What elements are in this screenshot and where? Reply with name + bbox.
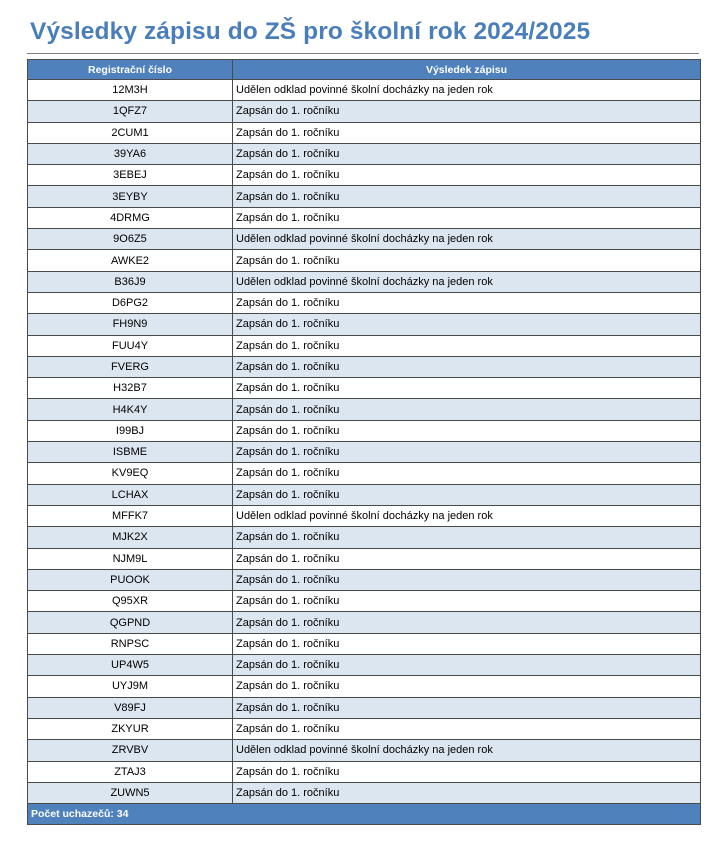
enrollment-result-cell: Zapsán do 1. ročníku [233,442,701,463]
table-row [28,229,701,250]
table-row [28,335,701,356]
enrollment-result-cell: Zapsán do 1. ročníku [233,718,701,739]
table-row [28,292,701,313]
registration-number-cell: H32B7 [28,378,233,399]
registration-number-cell: Q95XR [28,591,233,612]
table-row [28,548,701,569]
registration-number-cell: PUOOK [28,569,233,590]
enrollment-result-cell: Zapsán do 1. ročníku [233,378,701,399]
table-row [28,143,701,164]
enrollment-result-cell: Zapsán do 1. ročníku [233,697,701,718]
table-row [28,697,701,718]
registration-number-cell: ZUWN5 [28,782,233,803]
enrollment-result-cell: Udělen odklad povinné školní docházky na jeden rok [233,740,701,761]
table-row [28,101,701,122]
enrollment-result-cell: Zapsán do 1. ročníku [233,420,701,441]
table-row [28,527,701,548]
table-header [28,60,701,80]
table-footer [28,804,701,825]
enrollment-result-cell: Zapsán do 1. ročníku [233,207,701,228]
table-row [28,250,701,271]
registration-number-cell: 4DRMG [28,207,233,228]
enrollment-result-cell: Zapsán do 1. ročníku [233,612,701,633]
registration-number-cell: I99BJ [28,420,233,441]
table-body [28,80,701,804]
enrollment-result-cell: Zapsán do 1. ročníku [233,292,701,313]
registration-number-cell: 3EBEJ [28,165,233,186]
registration-number-cell: V89FJ [28,697,233,718]
registration-number-cell: NJM9L [28,548,233,569]
enrollment-result-cell: Zapsán do 1. ročníku [233,250,701,271]
registration-number-cell: LCHAX [28,484,233,505]
table-row [28,484,701,505]
table-row [28,463,701,484]
table-row [28,80,701,101]
column-header-enrollment-result: Výsledek zápisu [233,60,701,80]
table-row [28,591,701,612]
page-title: Výsledky zápisu do ZŠ pro školní rok 2024/2025 [30,18,591,45]
enrollment-result-cell: Zapsán do 1. ročníku [233,633,701,654]
enrollment-result-cell: Zapsán do 1. ročníku [233,655,701,676]
table-row [28,761,701,782]
enrollment-result-cell: Udělen odklad povinné školní docházky na jeden rok [233,505,701,526]
registration-number-cell: B36J9 [28,271,233,292]
registration-number-cell: FVERG [28,356,233,377]
registration-number-cell: UP4W5 [28,655,233,676]
enrollment-result-cell: Zapsán do 1. ročníku [233,335,701,356]
registration-number-cell: AWKE2 [28,250,233,271]
table-row [28,782,701,803]
enrollment-result-cell: Zapsán do 1. ročníku [233,527,701,548]
registration-number-cell: 1QFZ7 [28,101,233,122]
registration-number-cell: FH9N9 [28,314,233,335]
enrollment-result-cell: Zapsán do 1. ročníku [233,165,701,186]
registration-number-cell: QGPND [28,612,233,633]
registration-number-cell: 3EYBY [28,186,233,207]
registration-number-cell: 12M3H [28,80,233,101]
registration-number-cell: 39YA6 [28,143,233,164]
table-row [28,207,701,228]
enrollment-result-cell: Zapsán do 1. ročníku [233,186,701,207]
results-table [27,59,701,825]
enrollment-result-cell: Zapsán do 1. ročníku [233,548,701,569]
table-row [28,165,701,186]
table-row [28,655,701,676]
enrollment-result-cell: Zapsán do 1. ročníku [233,314,701,335]
registration-number-cell: MJK2X [28,527,233,548]
enrollment-result-cell: Zapsán do 1. ročníku [233,122,701,143]
table-row [28,633,701,654]
registration-number-cell: H4K4Y [28,399,233,420]
table-row [28,271,701,292]
registration-number-cell: UYJ9M [28,676,233,697]
table-row [28,676,701,697]
title-divider [27,53,699,54]
applicant-count: Počet uchazečů: 34 [28,804,701,825]
registration-number-cell: ZRVBV [28,740,233,761]
table-row [28,314,701,335]
registration-number-cell: ISBME [28,442,233,463]
table-row [28,569,701,590]
table-row [28,718,701,739]
registration-number-cell: KV9EQ [28,463,233,484]
registration-number-cell: RNPSC [28,633,233,654]
table-row [28,740,701,761]
registration-number-cell: ZKYUR [28,718,233,739]
registration-number-cell: MFFK7 [28,505,233,526]
enrollment-result-cell: Zapsán do 1. ročníku [233,101,701,122]
table-row [28,442,701,463]
enrollment-result-cell: Zapsán do 1. ročníku [233,569,701,590]
enrollment-result-cell: Zapsán do 1. ročníku [233,399,701,420]
enrollment-result-cell: Zapsán do 1. ročníku [233,761,701,782]
enrollment-result-cell: Zapsán do 1. ročníku [233,676,701,697]
enrollment-result-cell: Zapsán do 1. ročníku [233,782,701,803]
table-row [28,378,701,399]
table-row [28,505,701,526]
enrollment-result-cell: Udělen odklad povinné školní docházky na jeden rok [233,271,701,292]
table-row [28,122,701,143]
enrollment-result-cell: Zapsán do 1. ročníku [233,484,701,505]
enrollment-result-cell: Udělen odklad povinné školní docházky na jeden rok [233,229,701,250]
header-row [28,60,701,80]
enrollment-result-cell: Zapsán do 1. ročníku [233,463,701,484]
registration-number-cell: 2CUM1 [28,122,233,143]
registration-number-cell: D6PG2 [28,292,233,313]
table-row [28,356,701,377]
enrollment-result-cell: Zapsán do 1. ročníku [233,143,701,164]
column-header-registration-number: Registrační číslo [28,60,233,80]
enrollment-result-cell: Udělen odklad povinné školní docházky na jeden rok [233,80,701,101]
table-row [28,399,701,420]
registration-number-cell: 9O6Z5 [28,229,233,250]
table-row [28,186,701,207]
footer-row [28,804,701,825]
table-row [28,420,701,441]
registration-number-cell: FUU4Y [28,335,233,356]
enrollment-result-cell: Zapsán do 1. ročníku [233,356,701,377]
table-row [28,612,701,633]
registration-number-cell: ZTAJ3 [28,761,233,782]
enrollment-result-cell: Zapsán do 1. ročníku [233,591,701,612]
